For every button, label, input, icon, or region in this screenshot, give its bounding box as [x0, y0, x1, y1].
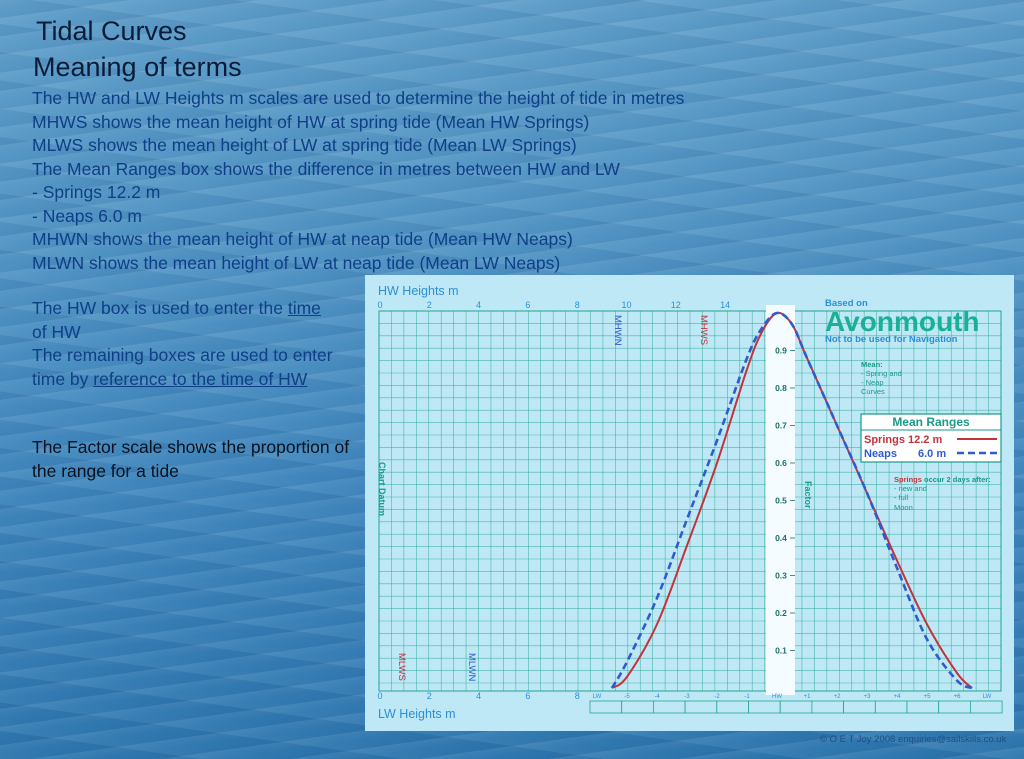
time-link[interactable]: time — [287, 298, 321, 318]
hw-box-text: The HW box is used to enter the — [32, 298, 288, 318]
time-tick-label: +4 — [893, 694, 901, 700]
hw-axis-label: HW Heights m — [378, 284, 459, 298]
factor-tick-label: 0.5 — [775, 495, 787, 506]
time-entry-box[interactable] — [653, 701, 685, 713]
neaps-range-label: Neaps — [864, 448, 898, 460]
time-entry-box[interactable] — [939, 701, 971, 713]
term-line-mlwn: MLWN shows the mean height of LW at neap tide (Mean LW Neaps) — [32, 252, 561, 273]
tidal-curve-chart — [365, 275, 1014, 731]
mlwn-marker: MLWN — [466, 653, 477, 682]
time-entry-box[interactable] — [970, 701, 1002, 713]
factor-tick-label: 0.2 — [775, 608, 787, 618]
mean-note-1: Mean: — [861, 360, 883, 369]
mlws-marker: MLWS — [396, 653, 407, 681]
time-entry-box[interactable] — [812, 701, 844, 713]
mean-ranges-box — [861, 414, 1001, 462]
time-tick-label: -4 — [654, 694, 660, 700]
time-tick-label: +6 — [953, 694, 961, 700]
factor-label: Factor — [803, 481, 813, 509]
time-entry-box[interactable] — [907, 701, 939, 713]
time-tick-label: HW — [772, 694, 782, 700]
hw-box-explanation — [32, 297, 362, 391]
mean-note-2: - Spring and — [861, 369, 902, 378]
neaps-range-value: 6.0 m — [918, 448, 947, 460]
mhws-marker: MHWS — [698, 315, 709, 346]
time-entry-box[interactable] — [749, 701, 781, 713]
lw-tick-label: 6 — [525, 691, 531, 701]
terms-list — [32, 87, 684, 275]
time-tick-label: -3 — [684, 694, 690, 700]
reference-link[interactable]: reference to the time of HW — [93, 368, 308, 389]
time-entry-boxes[interactable] — [590, 701, 1002, 713]
mhwn-marker: MHWN — [612, 315, 623, 346]
time-tick-label: -1 — [744, 694, 750, 700]
time-entry-box[interactable] — [844, 701, 876, 713]
time-entry-box[interactable] — [685, 701, 717, 713]
term-line-scales: The HW and LW Heights m scales are used to determine the height of tide in metres — [32, 88, 685, 108]
time-tick-label: +2 — [833, 694, 841, 700]
mean-note-4: Curves — [861, 387, 885, 396]
lw-axis-label: LW Heights m — [378, 707, 456, 721]
hw-tick-label: 6 — [525, 300, 531, 310]
navigation-warning: Not to be used for Navigation — [825, 334, 958, 345]
copyright-text: © O E T Joy 2008 enquiries@sailskills.co.uk — [820, 734, 1007, 745]
tidal-curve-svg — [365, 275, 1014, 731]
time-entry-box[interactable] — [717, 701, 749, 713]
lw-tick-label: 4 — [476, 691, 482, 701]
lw-axis-ticks — [377, 691, 579, 701]
factor-tick-label: 0.7 — [775, 420, 787, 431]
port-name: Avonmouth — [825, 306, 980, 337]
hw-tick-label: 10 — [621, 300, 632, 310]
hw-tick-label: 14 — [720, 300, 731, 310]
lw-tick-label: 2 — [426, 691, 432, 701]
factor-tick-label: 0.9 — [775, 345, 787, 356]
factor-tick-label: 0.6 — [775, 458, 787, 468]
lw-tick-label: 8 — [574, 691, 580, 701]
time-entry-box[interactable] — [780, 701, 812, 713]
springs-occur-item-3: Moon — [894, 503, 913, 512]
hw-tick-label: 4 — [476, 300, 482, 310]
hw-tick-label: 8 — [574, 300, 580, 310]
factor-tick-label: 0.1 — [775, 645, 787, 656]
factor-tick-label: 0.3 — [775, 570, 787, 581]
time-tick-label: LW — [982, 694, 992, 700]
factor-explanation: The Factor scale shows the proportion of the range for a tide — [32, 437, 350, 481]
time-tick-label: -5 — [624, 694, 630, 700]
term-line-ranges: The Mean Ranges box shows the difference in metres between HW and LW — [32, 158, 620, 179]
time-entry-box[interactable] — [590, 701, 622, 713]
page-title: Tidal Curves — [36, 16, 187, 46]
term-line-neaps: - Neaps 6.0 m — [32, 205, 142, 226]
hw-axis-ticks — [377, 300, 730, 310]
term-line-mhws: MHWS shows the mean height of HW at spring tide (Mean HW Springs) — [32, 111, 590, 132]
factor-tick-label: 0.4 — [775, 533, 787, 543]
factor-tick-label: 0.8 — [775, 383, 787, 393]
hw-tick-label: 0 — [377, 300, 383, 310]
hw-tick-label: 2 — [426, 300, 432, 310]
hw-tick-label: 12 — [670, 300, 681, 310]
time-tick-label: +1 — [803, 694, 811, 700]
mean-ranges-title: Mean Ranges — [892, 415, 970, 429]
hw-box-text-2: of HW — [32, 321, 81, 342]
mean-note-3: - Neap — [861, 378, 884, 387]
remaining-boxes-text: The remaining boxes are used to enter time by — [32, 345, 333, 389]
time-tick-label: LW — [592, 694, 602, 700]
springs-occur-item-2: - full — [894, 493, 909, 502]
chart-datum-label: Chart Datum — [377, 462, 387, 517]
time-tick-label: -2 — [714, 694, 720, 700]
time-entry-box[interactable] — [875, 701, 907, 713]
term-line-springs: - Springs 12.2 m — [32, 182, 161, 202]
lw-tick-label: 0 — [377, 691, 383, 701]
time-entry-box[interactable] — [622, 701, 654, 713]
time-tick-label: +5 — [923, 694, 931, 700]
page-subtitle: Meaning of terms — [33, 52, 242, 82]
springs-occur-item-1: - new and — [894, 484, 927, 493]
time-tick-label: +3 — [863, 694, 871, 700]
springs-range-label: Springs 12.2 m — [864, 434, 943, 446]
term-line-mlws: MLWS shows the mean height of LW at spring tide (Mean LW Springs) — [32, 135, 577, 155]
term-line-mhwn: MHWN shows the mean height of HW at neap tide (Mean HW Neaps) — [32, 229, 573, 249]
based-on-label: Based on — [825, 298, 868, 309]
springs-occur-note: Springs occur 2 days after: — [894, 475, 991, 484]
